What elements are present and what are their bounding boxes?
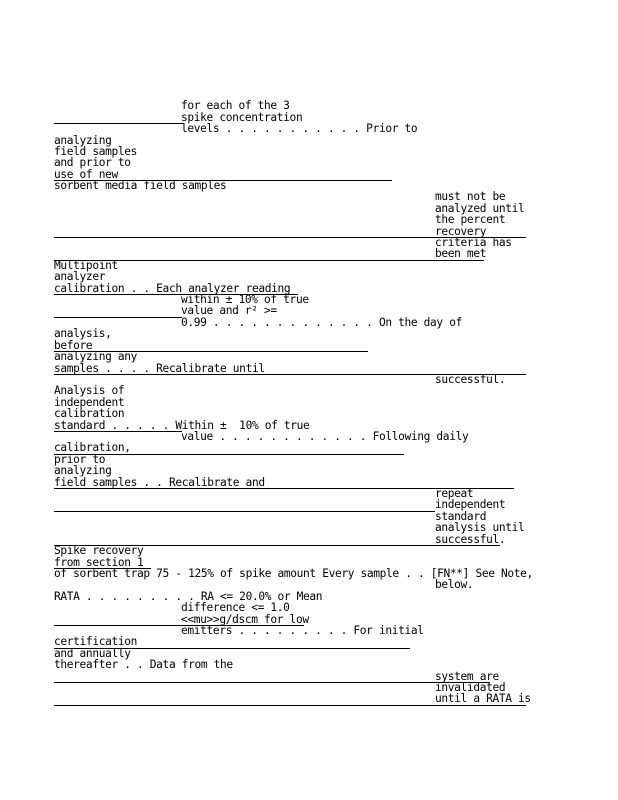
text-line: of sorbent trap 75 - 125% of spike amount Every sample . . [FN**] See Note, — [54, 567, 533, 580]
text-line: value and r² >= — [181, 304, 277, 317]
text-line: and annually — [54, 647, 131, 660]
text-line: standard — [435, 510, 487, 523]
horizontal-rule — [54, 180, 392, 181]
text-line: sorbent media field samples — [54, 179, 227, 192]
text-line: 0.99 . . . . . . . . . . . . . On the day of — [181, 316, 462, 329]
text-line: difference <= 1.0 — [181, 601, 290, 614]
text-line: independent — [54, 396, 125, 409]
text-line: analyzer — [54, 270, 106, 283]
text-line: analyzing any — [54, 350, 138, 363]
text-line: spike concentration — [181, 111, 303, 124]
horizontal-rule — [54, 317, 182, 318]
text-line: use of new — [54, 168, 118, 181]
text-line: and prior to — [54, 156, 131, 169]
text-line: prior to — [54, 453, 106, 466]
text-line: analyzed until — [435, 202, 525, 215]
text-line: levels . . . . . . . . . . . Prior to — [181, 122, 418, 135]
text-line: RATA . . . . . . . . . RA <= 20.0% or Mean — [54, 590, 323, 603]
text-line: been met — [435, 247, 487, 260]
text-line: value . . . . . . . . . . . . Following daily — [181, 430, 469, 443]
text-line: samples . . . . Recalibrate until — [54, 362, 265, 375]
text-line: until a RATA is — [435, 692, 531, 705]
horizontal-rule — [54, 511, 435, 512]
horizontal-rule — [54, 648, 410, 649]
text-line: Analysis of — [54, 384, 125, 397]
horizontal-rule — [54, 625, 304, 626]
text-line: Spike recovery — [54, 544, 144, 557]
text-line: below. — [435, 578, 474, 591]
horizontal-rule — [54, 123, 182, 124]
text-line: calibration, — [54, 441, 131, 454]
horizontal-rule — [54, 260, 484, 261]
horizontal-rule — [54, 294, 298, 295]
text-line: calibration — [54, 407, 125, 420]
text-line: before — [54, 339, 93, 352]
text-line: from section 1 — [54, 556, 144, 569]
horizontal-rule — [54, 351, 368, 352]
text-line: invalidated — [435, 681, 506, 694]
horizontal-rule — [54, 682, 490, 683]
horizontal-rule — [54, 545, 500, 546]
text-line: recovery — [435, 225, 487, 238]
text-line: calibration . . Each analyzer reading — [54, 282, 291, 295]
text-line: must not be — [435, 190, 506, 203]
horizontal-rule — [54, 454, 404, 455]
text-line: analysis, — [54, 327, 112, 340]
text-line: field samples . . Recalibrate and — [54, 476, 265, 489]
horizontal-rule — [54, 568, 151, 569]
horizontal-rule — [54, 431, 182, 432]
text-line: field samples — [54, 145, 138, 158]
text-line: <<mu>>g/dscm for low — [181, 613, 309, 626]
text-line: criteria has — [435, 236, 512, 249]
text-line: analyzing — [54, 464, 112, 477]
text-line: system are — [435, 670, 499, 683]
text-line: successful. — [435, 533, 506, 546]
horizontal-rule — [54, 237, 526, 238]
text-line: thereafter . . Data from the — [54, 658, 233, 671]
text-line: standard . . . . . Within ± 10% of true — [54, 419, 310, 432]
text-line: independent — [435, 498, 506, 511]
text-line: analyzing — [54, 134, 112, 147]
text-line: within ± 10% of true — [181, 293, 309, 306]
text-line: the percent — [435, 213, 506, 226]
text-line: repeat — [435, 487, 474, 500]
horizontal-rule — [54, 374, 526, 375]
text-line: certification — [54, 635, 138, 648]
text-line: analysis until — [435, 521, 525, 534]
horizontal-rule — [54, 488, 514, 489]
text-line: for each of the 3 — [181, 99, 290, 112]
horizontal-rule — [54, 705, 526, 706]
text-line: successful. — [435, 373, 506, 386]
text-line: emitters . . . . . . . . . For initial — [181, 624, 424, 637]
text-line: Multipoint — [54, 259, 118, 272]
